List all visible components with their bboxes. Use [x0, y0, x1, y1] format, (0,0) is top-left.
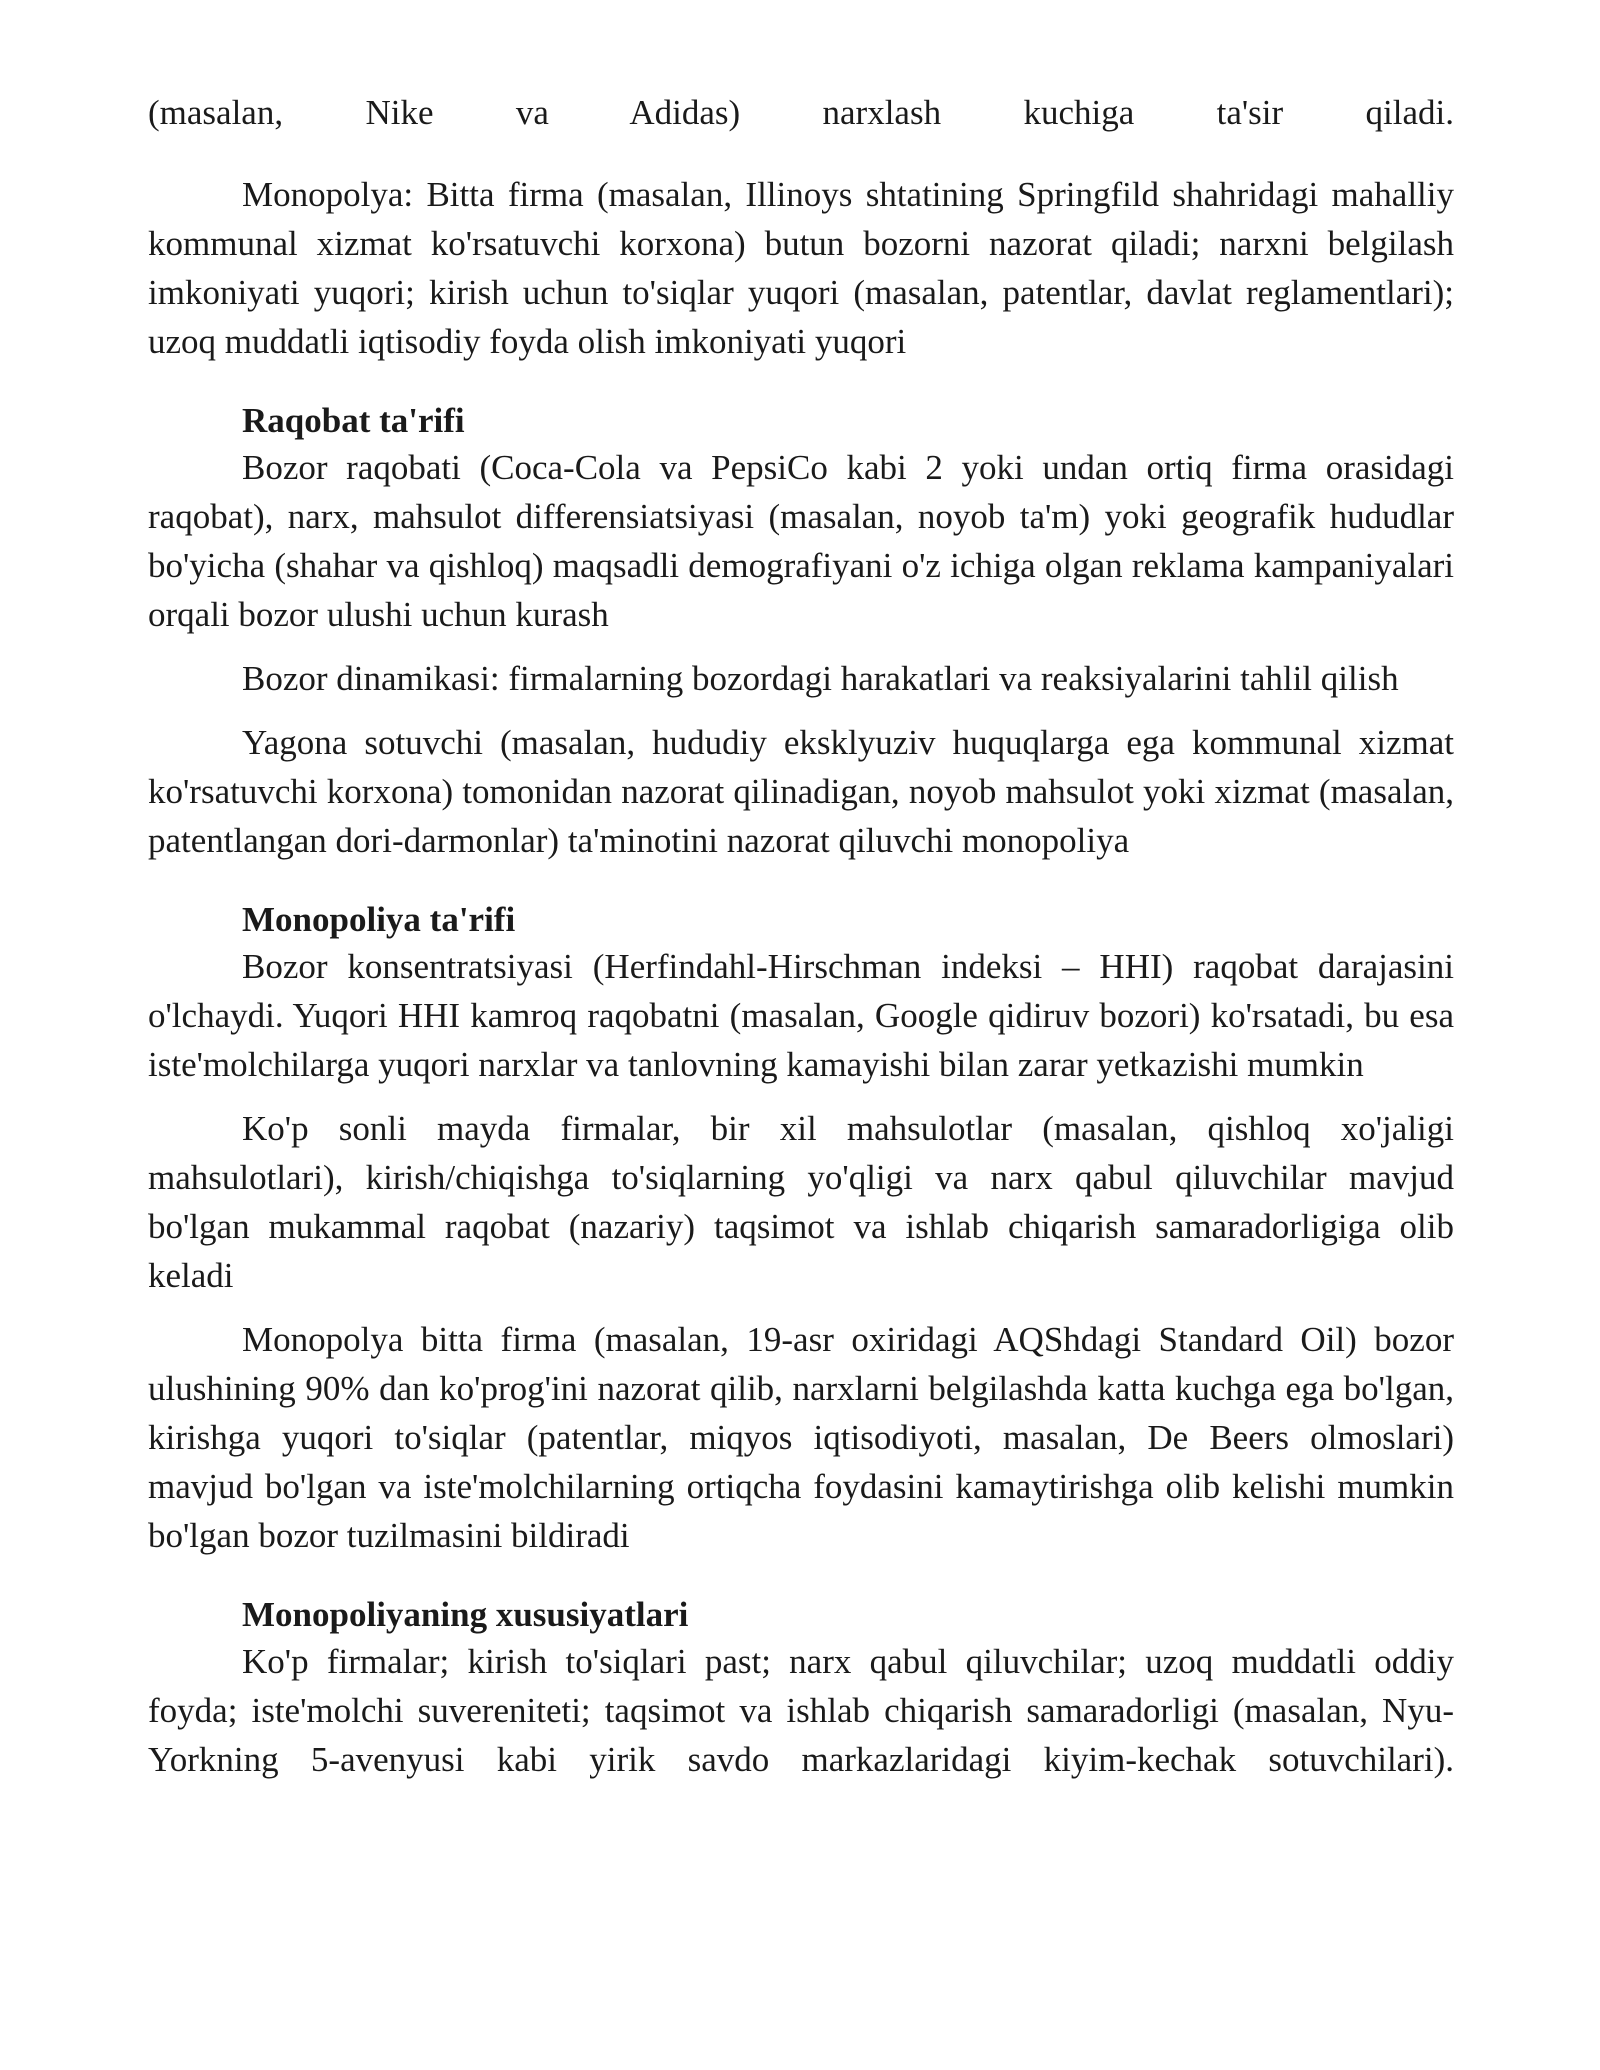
paragraph-market-concentration: Bozor konsentratsiyasi (Herfindahl-Hirschman indeksi – HHI) raqobat darajasini o'lchaydi. Yuqori HHI kamroq raqobatni (masalan, Google qidiruv bozori) ko'rsatadi, bu esa iste'molchilarga yuqori narxlar va tanlovning kamayishi bilan zarar yetkazishi mumkin [148, 947, 1454, 1084]
heading-monopoly-definition: Monopoliya ta'rifi [242, 900, 516, 939]
paragraph-monopoly-market-share: Monopolya bitta firma (masalan, 19-asr oxiridagi AQShdagi Standard Oil) bozor ulushining 90% dan ko'prog'ini nazorat qilib, narxlarni belgilashda katta kuchga ega bo'lgan, kirishga yuqori to'siqlar (patentlar, miqyos iqtisodiyoti, masalan, De Beers olmoslari) mavjud bo'lgan va iste'molchilarning ortiqcha foydasini kamaytirishga olib kelishi mumkin bo'lgan bozor tuzilmasini bildiradi [148, 1320, 1454, 1555]
spacer [148, 1089, 1454, 1104]
paragraph-monopoly-description: Monopolya: Bitta firma (masalan, Illinoys shtatining Springfild shahridagi mahalliy kommunal xizmat ko'rsatuvchi korxona) butun bozorni nazorat qiladi; narxni belgilash imkoniyati yuqori; kirish uchun to'siqlar yuqori (masalan, patentlar, davlat reglamentlari); uzoq muddatli iqtisodiy foyda olish imkoniyati yuqori [148, 175, 1454, 361]
paragraph-market-competition: Bozor raqobati (Coca-Cola va PepsiCo kabi 2 yoki undan ortiq firma orasidagi raqobat), narx, mahsulot differensiatsiyasi (masalan, noyob ta'm) yoki geografik hududlar bo'yicha (shahar va qishloq) maqsadli demografiyani o'z ichiga olgan reklama kampaniyalari orqali bozor ulushi uchun kurash [148, 448, 1454, 634]
spacer [148, 1560, 1454, 1593]
paragraph-market-dynamics: Bozor dinamikasi: firmalarning bozordagi harakatlari va reaksiyalarini tahlil qilish [242, 659, 1399, 698]
paragraph-market-power-example: (masalan, Nike va Adidas) narxlash kuchiga ta'sir qiladi. [148, 93, 1454, 132]
spacer [148, 639, 1454, 654]
spacer [148, 865, 1454, 898]
paragraph-many-firms: Ko'p firmalar; kirish to'siqlari past; narx qabul qiluvchilar; uzoq muddatli oddiy foyda; iste'molchi suvereniteti; taqsimot va ishlab chiqarish samaradorligi (masalan, Nyu-Yorkning 5-avenyusi kabi yirik savdo markazlaridagi kiyim-kechak sotuvchilari). [148, 1642, 1454, 1779]
paragraph-perfect-competition: Ko'p sonli mayda firmalar, bir xil mahsulotlar (masalan, qishloq xo'jaligi mahsulotlari), kirish/chiqishga to'siqlarning yo'qligi va narx qabul qiluvchilar mavjud bo'lgan mukammal raqobat (nazariy) taqsimot va ishlab chiqarish samaradorligiga olib keladi [148, 1109, 1454, 1295]
paragraph-single-seller: Yagona sotuvchi (masalan, hududiy eksklyuziv huquqlarga ega kommunal xizmat ko'rsatuvchi korxona) tomonidan nazorat qilinadigan, noyob mahsulot yoki xizmat (masalan, patentlangan dori-darmonlar) ta'minotini nazorat qiluvchi monopoliya [148, 723, 1454, 860]
heading-monopoly-features: Monopoliyaning xususiyatlari [242, 1595, 689, 1634]
spacer [148, 703, 1454, 718]
document-page [148, 88, 1454, 1784]
spacer [148, 1300, 1454, 1315]
spacer [148, 137, 1454, 170]
spacer [148, 366, 1454, 399]
heading-competition-definition: Raqobat ta'rifi [242, 401, 465, 440]
